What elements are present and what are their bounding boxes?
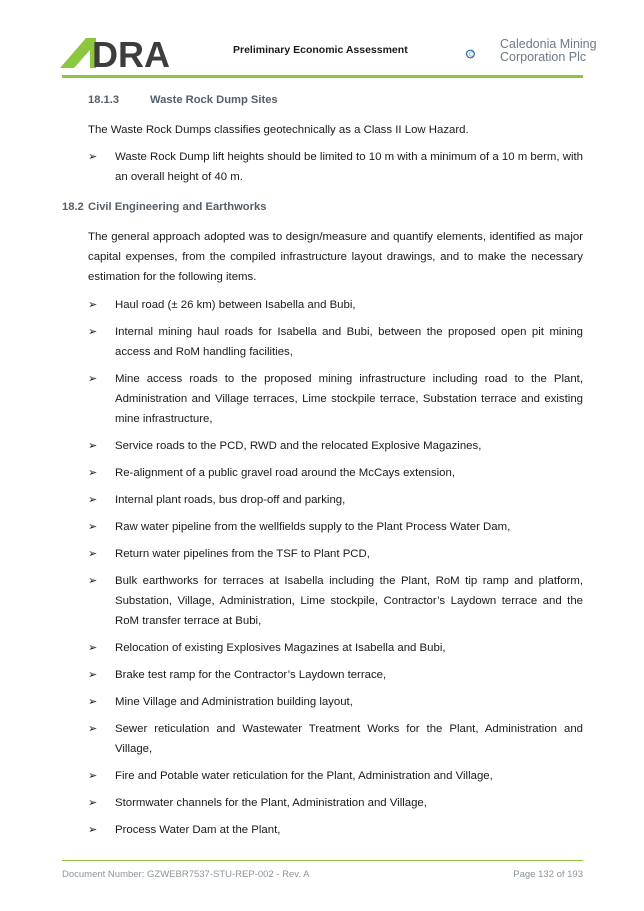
arrow-bullet-icon: ➢ — [88, 299, 98, 311]
arrow-bullet-icon: ➢ — [88, 642, 98, 654]
list-item: ➢ Fire and Potable water reticulation for the Plant, Administration and Village, — [88, 766, 583, 786]
arrow-bullet-icon: ➢ — [88, 467, 98, 479]
arrow-bullet-icon: ➢ — [88, 521, 98, 533]
section-number: 18.2 — [62, 201, 84, 213]
list-item: ➢ Mine Village and Administration building layout, — [88, 692, 583, 712]
list-item: ➢ Re-alignment of a public gravel road around the McCays extension, — [88, 463, 583, 483]
arrow-bullet-icon: ➢ — [88, 797, 98, 809]
list-item: ➢ Waste Rock Dump lift heights should be limited to 10 m with a minimum of a 10 m berm, with an overall height of 40 m. — [88, 147, 583, 187]
caledonia-logo-mark — [466, 38, 502, 70]
paragraph: The general approach adopted was to design/measure and quantify elements, identified as major capital expenses, from the compiled infrastructure layout drawings, and to make the necessary estimation for the following items. — [88, 231, 583, 284]
list-item: ➢ Stormwater channels for the Plant, Administration and Village, — [88, 793, 583, 813]
list-item: ➢ Brake test ramp for the Contractor’s Laydown terrace, — [88, 665, 583, 685]
footer-rule — [62, 860, 583, 861]
caledonia-line2: Corporation Plc — [500, 50, 587, 64]
list-item: ➢ Internal plant roads, bus drop-off and parking, — [88, 490, 583, 510]
arrow-bullet-icon: ➢ — [88, 151, 98, 163]
list-item: ➢ Internal mining haul roads for Isabella and Bubi, between the proposed open pit mining access and RoM handling facilities, — [88, 322, 583, 362]
section-number: 18.1.3 — [88, 94, 120, 106]
list-item: ➢ Relocation of existing Explosives Magazines at Isabella and Bubi, — [88, 638, 583, 658]
arrow-bullet-icon: ➢ — [88, 770, 98, 782]
list-item: ➢ Bulk earthworks for terraces at Isabella including the Plant, RoM tip ramp and platform, Substation, Village, Administration, Lime stockpile, Contractor’s Laydown terrace and the RoM transfer terrace at Bubi, — [88, 571, 583, 632]
arrow-bullet-icon: ➢ — [88, 494, 98, 506]
section-18-1-3-heading — [88, 94, 278, 106]
section-title: Civil Engineering and Earthworks — [88, 201, 267, 213]
list-item: ➢ Haul road (± 26 km) between Isabella and Bubi, — [88, 295, 583, 315]
list-item: ➢ Process Water Dam at the Plant, — [88, 820, 583, 840]
dra-logo — [60, 34, 200, 70]
arrow-bullet-icon: ➢ — [88, 575, 98, 587]
arrow-bullet-icon: ➢ — [88, 440, 98, 452]
arrow-bullet-icon: ➢ — [88, 326, 98, 338]
document-number: Document Number: GZWEBR7537-STU-REP-002 - Rev. A — [62, 869, 310, 880]
section-18-2-heading — [62, 201, 266, 213]
section-title: Waste Rock Dump Sites — [150, 94, 278, 106]
list-item: ➢ Service roads to the PCD, RWD and the relocated Explosive Magazines, — [88, 436, 583, 456]
page-header — [0, 0, 644, 80]
header-title: Preliminary Economic Assessment — [233, 44, 408, 56]
list-item: ➢ Raw water pipeline from the wellfields supply to the Plant Process Water Dam, — [88, 517, 583, 537]
paragraph: The Waste Rock Dumps classifies geotechnically as a Class II Low Hazard. — [88, 124, 469, 136]
arrow-bullet-icon: ➢ — [88, 373, 98, 385]
arrow-bullet-icon: ➢ — [88, 548, 98, 560]
list-item: ➢ Mine access roads to the proposed mining infrastructure including road to the Plant, Administration and Village terraces, Lime stockpile terrace, Substation terrace and existing mine infrastructure, — [88, 369, 583, 430]
dra-logo-text: DRA — [92, 34, 170, 70]
caledonia-line1: Caledonia Mining — [500, 37, 597, 51]
arrow-bullet-icon: ➢ — [88, 669, 98, 681]
caledonia-logo-text — [500, 38, 597, 64]
page-number: Page 132 of 193 — [513, 869, 583, 880]
header-rule — [62, 75, 583, 78]
list-item: ➢ Sewer reticulation and Wastewater Treatment Works for the Plant, Administration and Village, — [88, 719, 583, 759]
arrow-bullet-icon: ➢ — [88, 696, 98, 708]
arrow-bullet-icon: ➢ — [88, 723, 98, 735]
arrow-bullet-icon: ➢ — [88, 824, 98, 836]
list-item: ➢ Return water pipelines from the TSF to Plant PCD, — [88, 544, 583, 564]
